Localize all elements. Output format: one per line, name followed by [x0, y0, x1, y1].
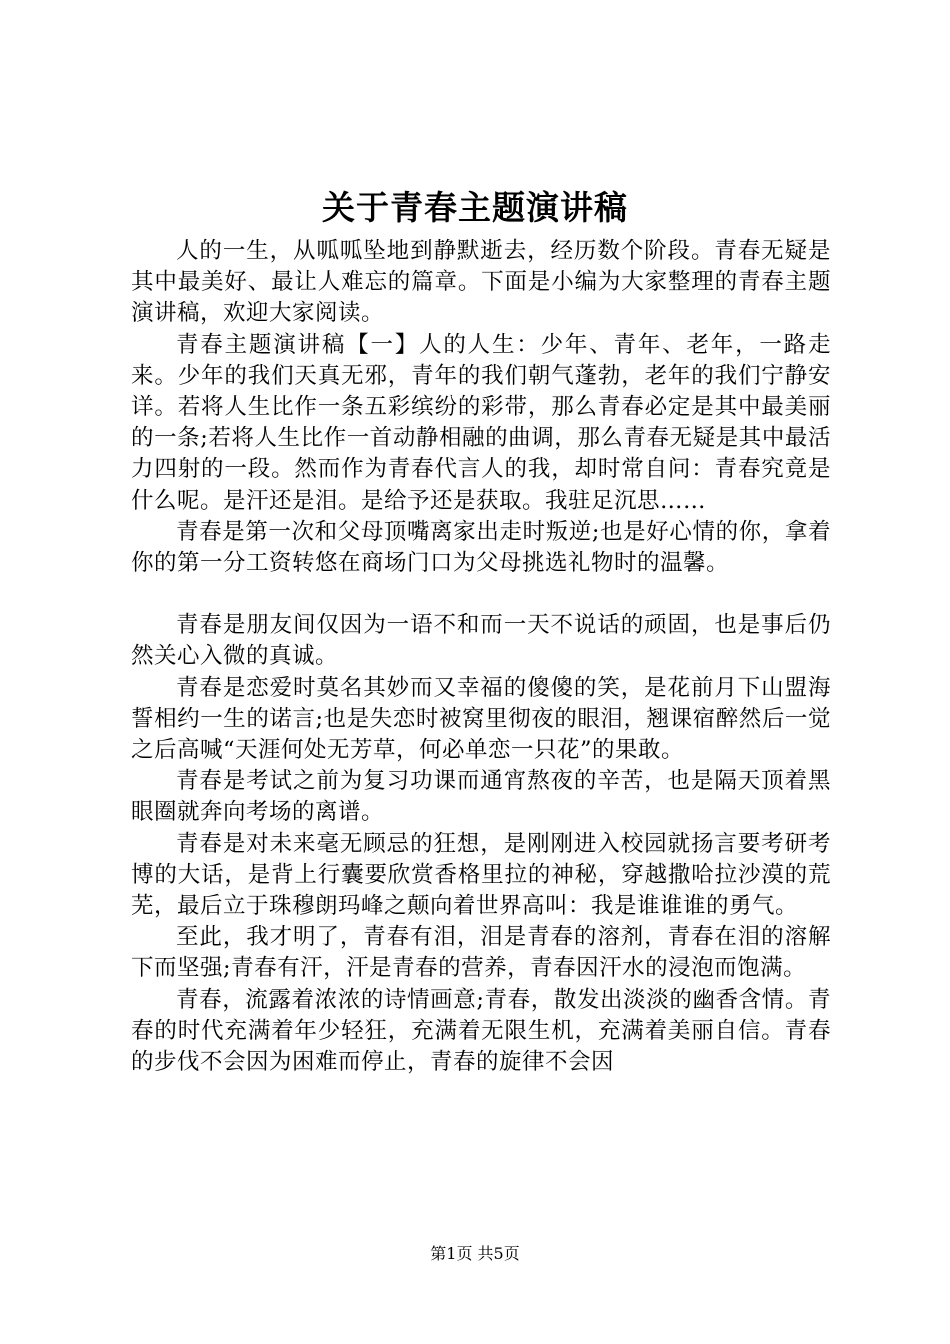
paragraph: 至此，我才明了，青春有泪，泪是青春的溶剂，青春在泪的溶解下而坚强;青春有汗，汗是青春的营养，青春因汗水的浸泡而饱满。: [131, 924, 831, 982]
paragraph-gap: [131, 579, 831, 610]
paragraph: 人的一生，从呱呱坠地到静默逝去，经历数个阶段。青春无疑是其中最美好、最让人难忘的篇章。下面是小编为大家整理的青春主题演讲稿，欢迎大家阅读。: [131, 238, 831, 327]
page-number-footer: 第1页 共5页: [430, 1244, 520, 1263]
document-body: [131, 236, 831, 1078]
paragraph: 青春是第一次和父母顶嘴离家出走时叛逆;也是好心情的你，拿着你的第一分工资转悠在商场门口为父母挑选礼物时的温馨。: [131, 518, 831, 577]
paragraph: 青春是对未来毫无顾忌的狂想，是刚刚进入校园就扬言要考研考博的大话，是背上行囊要欣赏香格里拉的神秘，穿越撒哈拉沙漠的荒芜，最后立于珠穆朗玛峰之颠向着世界高叫：我是谁谁谁的勇气。: [131, 830, 831, 920]
document-title: 关于青春主题演讲稿: [322, 188, 628, 227]
paragraph: 青春是考试之前为复习功课而通宵熬夜的辛苦，也是隔天顶着黑眼圈就奔向考场的离谱。: [131, 768, 831, 826]
paragraph: 青春是恋爱时莫名其妙而又幸福的傻傻的笑，是花前月下山盟海誓相约一生的诺言;也是失恋时被窝里彻夜的眼泪，翘课宿醉然后一觉之后高喊“天涯何处无芳草，何必单恋一只花”的果敢。: [131, 674, 831, 764]
paragraph: 青春主题演讲稿【一】人的人生：少年、青年、老年，一路走来。少年的我们天真无邪，青年的我们朝气蓬勃，老年的我们宁静安详。若将人生比作一条五彩缤纷的彩带，那么青春必定是其中最美丽的一条;若将人生比作一首动静相融的曲调，那么青春无疑是其中最活力四射的一段。然而作为青春代言人的我，却时常自问：青春究竟是什么呢。是汗还是泪。是给予还是获取。我驻足沉思……: [131, 331, 831, 514]
paragraph: 青春，流露着浓浓的诗情画意;青春，散发出淡淡的幽香含情。青春的时代充满着年少轻狂，充满着无限生机，充满着美丽自信。青春的步伐不会因为困难而停止，青春的旋律不会因: [131, 986, 831, 1076]
paragraph: 青春是朋友间仅因为一语不和而一天不说话的顽固，也是事后仍然关心入微的真诚。: [131, 612, 831, 670]
